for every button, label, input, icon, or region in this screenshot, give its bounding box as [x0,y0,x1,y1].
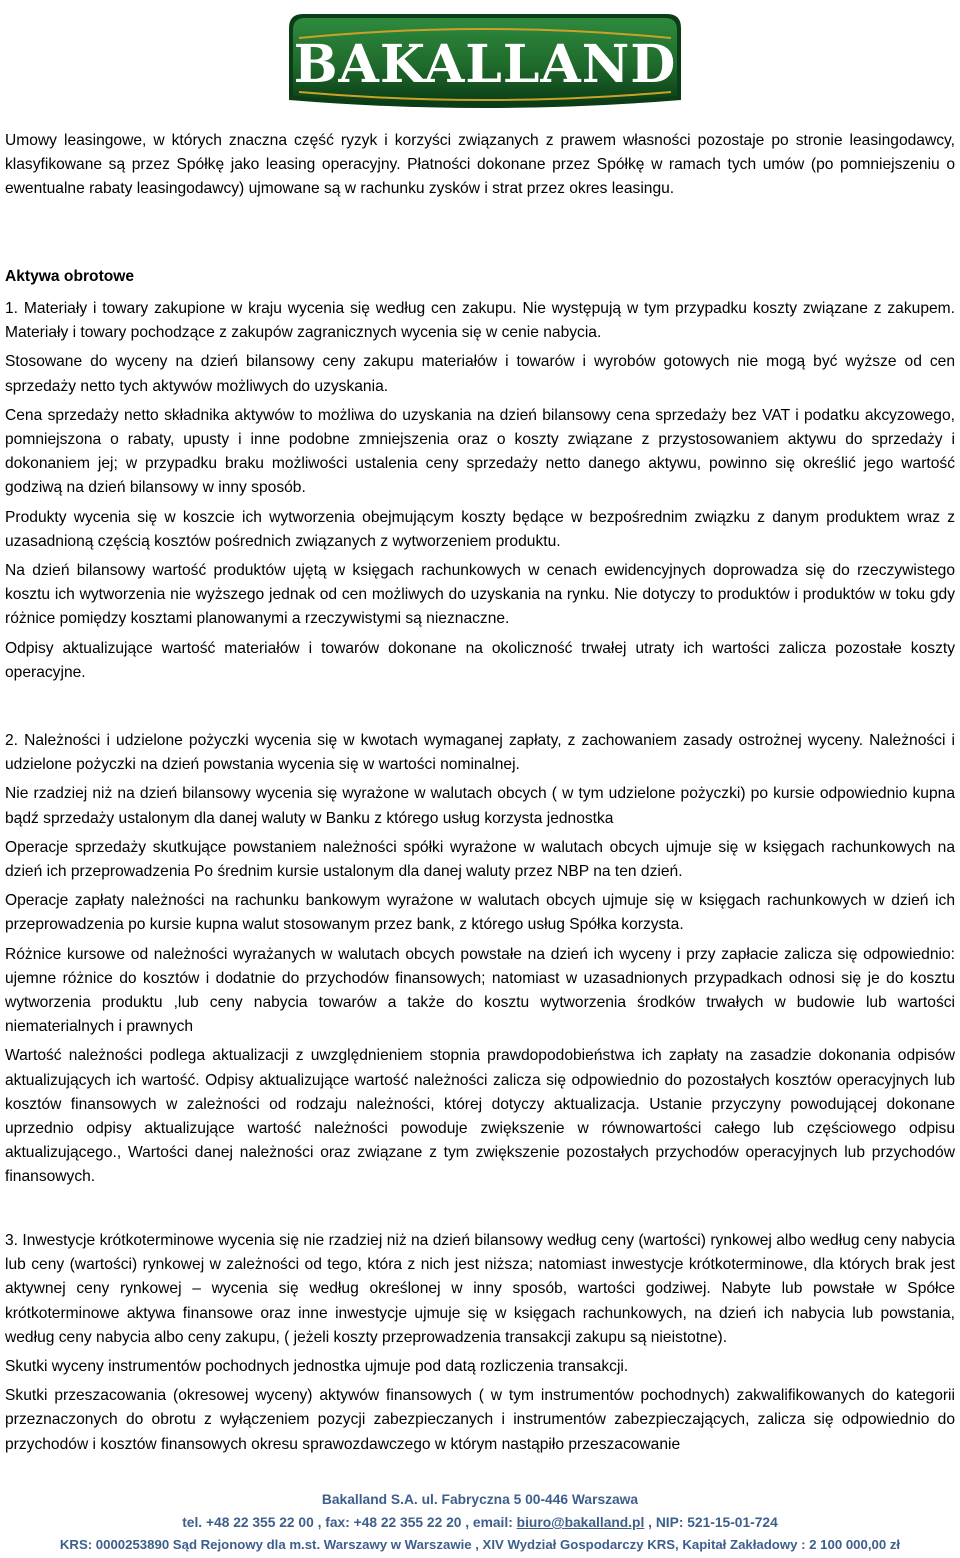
paragraph: Nie rzadziej niż na dzień bilansowy wycenia się wyrażone w walutach obcych ( w tym udzielone pożyczki) po kursie odpowiednio kupna bądź sprzedaży ustalonym dla danej waluty w Banku z którego usług korzysta jednostka [5,785,955,827]
footer-contact [0,1515,960,1530]
footer-phone-fax: tel. +48 22 355 22 00 , fax: +48 22 355 22 20 , email: [182,1515,517,1530]
paragraph: 1. Materiały i towary zakupione w kraju wycenia się według cen zakupu. Nie występują w tym przypadku koszty związane z zakupem. Materiały i towary pochodzące z zakupów zagranicznych wycenia się w cenie nabycia. [5,300,955,342]
paragraph: Skutki wyceny instrumentów pochodnych jednostka ujmuje pod datą rozliczenia transakcji. [5,1358,629,1376]
paragraph: Różnice kursowe od należności wyrażanych w walutach obcych powstałe na dzień ich wyceny i przy zapłacie zalicza się odpowiednio: ujemne różnice do kosztów i dodatnie do przychodów finansowych; natomiast w uzasadnionych przypadkach odnosi się je do kosztu wytworzenia produktu ,lub ceny nabycia towarów a także do kosztu wytworzenia środków trwałych w budowie lub wartości niematerialnych i prawnych [5,945,955,1036]
paragraph: Cena sprzedaży netto składnika aktywów to możliwa do uzyskania na dzień bilansowy cena sprzedaży bez VAT i podatku akcyzowego, pomniejszona o rabaty, upusty i inne podobne zmniejszenia oraz o koszty związane z przystosowaniem aktywu do sprzedaży i dokonaniem jej; w przypadku braku możliwości ustalenia ceny sprzedaży netto danego aktywu, powinno się określić jego wartość godziwą na dzień bilansowy w inny sposób. [5,406,955,497]
paragraph: 2. Należności i udzielone pożyczki wycenia się w kwotach wymaganej zapłaty, z zachowaniem zasady ostrożnej wyceny. Należności i udzielone pożyczki na dzień powstania wycenia się w wartości nominalnej. [5,732,955,774]
paragraph: Odpisy aktualizujące wartość materiałów i towarów dokonane na okoliczność trwałej utraty ich wartości zalicza pozostałe koszty operacyjne. [5,639,955,681]
leasing-paragraph [5,129,955,202]
paragraph: Wartość należności podlega aktualizacji z uwzględnieniem stopnia prawdopodobieństwa ich zapłaty na zasadzie dokonania odpisów aktualizujących ich wartość. Odpisy aktualizujące wartość należności zalicza się odpowiednio do pozostałych kosztów operacyjnych lub kosztów finansowych w zależności od rodzaju należności, której dotyczy aktualizacja. Ustanie przyczyny powodującej dokonane uprzednio odpisy aktualizujące wartość należności powoduje zwiększenie w równowartości całego lub częściowego odpisu aktualizującego., Wartości danej należności oraz związane z tym zwiększenie pozostałych przychodów operacyjnych lub przychodów finansowych. [5,1047,955,1186]
paragraph: Skutki przeszacowania (okresowej wyceny) aktywów finansowych ( w tym instrumentów pochodnych) zakwalifikowanych do kategorii przeznaczonych do obrotu z wyłączeniem pozycji zabezpieczanych i instrumentów zabezpieczających, zalicza się odpowiednio do przychodów i kosztów finansowych okresu sprawozdawczego w którym nastąpiło przeszacowanie [5,1387,955,1453]
footer-registration: KRS: 0000253890 Sąd Rejonowy dla m.st. Warszawy w Warszawie , XIV Wydział Gospodarczy KRS, Kapitał Zakładowy : 2 100 000,00 zł [59,1537,901,1552]
paragraph: Stosowane do wyceny na dzień bilansowy ceny zakupu materiałów i towarów i wyrobów gotowych nie mogą być wyższe od cen sprzedaży netto tych aktywów możliwych do uzyskania. [5,353,955,395]
section-short-term-investments [5,1229,955,1457]
footer-address: Bakalland S.A. ul. Fabryczna 5 00-446 Warszawa [321,1492,639,1507]
section-receivables-and-loans [5,729,955,1190]
paragraph: Operacje zapłaty należności na rachunku bankowym wyrażone w walutach obcych ujmuje się w księgach rachunkowych w dzień ich przeprowadzenia po kursie kupna walut stosowanym przez bank, z którego usług Spółka korzysta. [5,892,955,934]
paragraph: 3. Inwestycje krótkoterminowe wycenia się nie rzadziej niż na dzień bilansowy według ceny (wartości) rynkowej albo według ceny nabycia lub ceny (wartości) rynkowej w zależności od tego, która z nich jest niższa; natomiast inwestycje krótkoterminowe, dla których brak jest aktywnej ceny rynkowej – wycenia się według określonej w inny sposób, wartości godziwej. Nabyte lub powstałe w Spółce krótkoterminowe aktywa finansowe oraz inne inwestycje ujmuje się w księgach rachunkowych, na dzień ich nabycia lub powstania, według ceny nabycia albo ceny zakupu, ( jeżeli koszty przeprowadzenia transakcji zakupu są nieistotne). [5,1232,955,1346]
paragraph: Operacje sprzedaży skutkujące powstaniem należności spółki wyrażone w walutach obcych ujmuje się w księgach rachunkowych na dzień ich przeprowadzenia Po średnim kursie ustalonym dla danej waluty przez NBP na ten dzień. [5,838,955,881]
logo-text: BAKALLAND [293,34,677,95]
bakalland-logo [283,8,687,118]
leasing-text: Umowy leasingowe, w których znaczna część ryzyk i korzyści związanych z prawem własności pozostaje po stronie leasingodawcy, klasyfikowane są przez Spółkę jako leasing operacyjny. Płatności dokonane przez Spółkę w ramach tych umów (po pomniejszeniu o ewentualne rabaty leasingodawcy) ujmowane są w rachunku zysków i strat przez okres leasingu. [5,132,955,198]
footer-email-link[interactable]: biuro@bakalland.pl [516,1515,645,1530]
section-heading-aktywa-obrotowe: Aktywa obrotowe [5,268,135,285]
footer-nip: , NIP: 521-15-01-724 [644,1515,778,1530]
bakalland-logo-graphic [283,8,687,118]
paragraph: Produkty wycenia się w koszcie ich wytworzenia obejmującym koszty będące w bezpośrednim związku z danym produktem wraz z uzasadnioną częścią kosztów pośrednich związanych z wytworzeniem produktu. [5,508,955,550]
paragraph: Na dzień bilansowy wartość produktów ujętą w księgach rachunkowych w cenach ewidencyjnych doprowadza się do rzeczywistego kosztu ich wytworzenia nie wyższego jednak od cen możliwych do uzyskania na rynku. Nie dotyczy to produktów i produktów w toku gdy różnice pomiędzy kosztami planowanymi a rzeczywistymi są nieznaczne. [5,562,955,628]
section-materials-and-goods [5,297,955,685]
